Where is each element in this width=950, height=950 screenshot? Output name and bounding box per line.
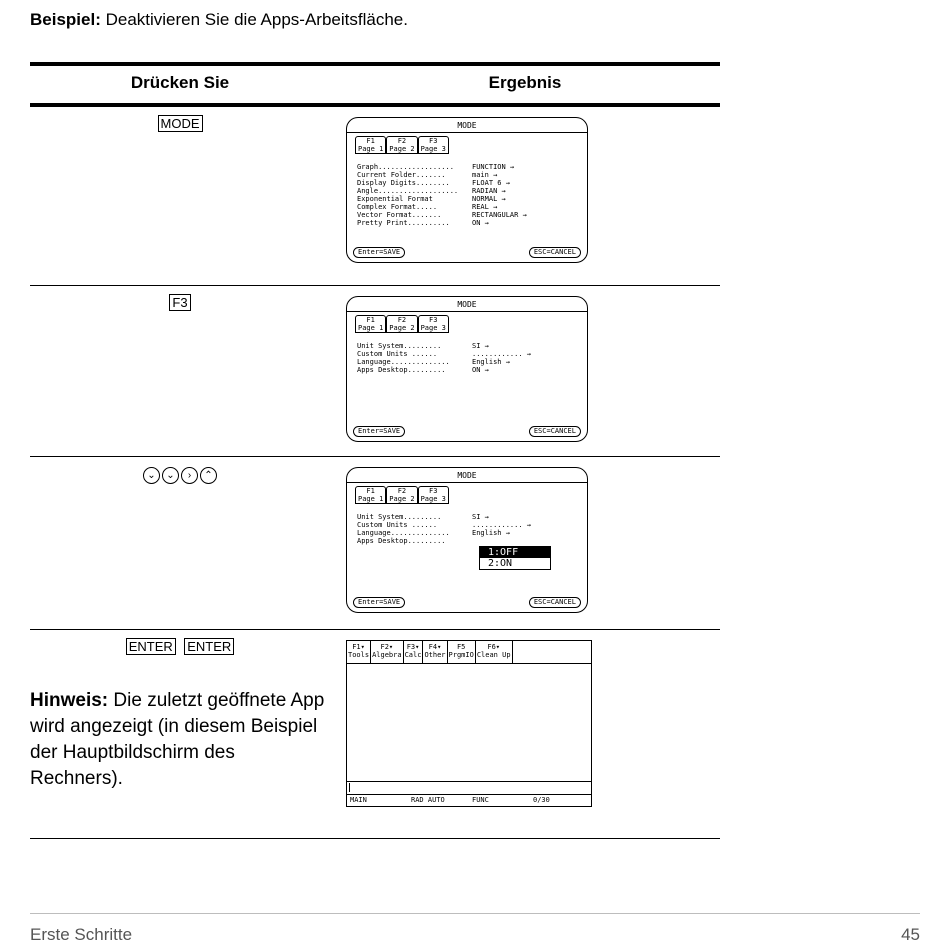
steps-table [30, 62, 720, 839]
option-off[interactable]: 1:OFF [480, 547, 550, 558]
table-row [30, 286, 720, 456]
setting-value[interactable]: FUNCTION → [472, 163, 515, 171]
header-press: Drücken Sie [130, 73, 230, 92]
arrow-down-icon: ⌄ [143, 467, 160, 484]
mode-setting-row[interactable] [357, 350, 531, 358]
setting-label: Language.............. [357, 358, 450, 366]
key-enter: ENTER [184, 638, 234, 655]
tab-page3: F3 Page 3 [418, 136, 449, 154]
toolbar-tab[interactable]: F2▾ Algebra [371, 641, 404, 663]
toolbar-tab[interactable]: F4▾ Other [423, 641, 447, 663]
setting-value[interactable]: FLOAT 6 → [472, 179, 510, 187]
key-f3: F3 [169, 294, 190, 311]
setting-label: Display Digits........ [357, 179, 450, 187]
toolbar-tab[interactable]: F1▾ Tools [347, 641, 371, 663]
toolbar-tab[interactable]: F6▾ Clean Up [476, 641, 513, 663]
setting-label: Complex Format..... [357, 203, 438, 211]
mode-setting-row[interactable] [357, 171, 527, 179]
setting-label: Custom Units ...... [357, 521, 438, 529]
mode-setting-row[interactable] [357, 203, 527, 211]
mode-setting-row[interactable] [357, 358, 531, 366]
status-item: MAIN [350, 796, 367, 804]
arrow-up-icon: ⌃ [200, 467, 217, 484]
mode-screen-page3: MODE F1 Page 1 F2 Page 2 F3 Page 3 Unit System......... SI → Custom Units ...... ............ → Language.............. English → Apps Desktop......... ON → Enter=SAVE ESC=CANCEL [346, 296, 588, 442]
mode-setting-row[interactable] [357, 195, 527, 203]
header-result: Ergebnis [488, 73, 562, 92]
arrow-right-icon: › [181, 467, 198, 484]
setting-value[interactable]: main → [472, 171, 498, 179]
setting-label: Pretty Print.......... [357, 219, 450, 227]
setting-label: Unit System......... [357, 342, 442, 350]
setting-value[interactable]: RECTANGULAR → [472, 211, 527, 219]
mode-setting-row[interactable] [357, 521, 531, 529]
status-item: RAD AUTO [411, 796, 445, 804]
mode-setting-row[interactable] [357, 342, 531, 350]
table-row [30, 107, 720, 285]
setting-label: Apps Desktop......... [357, 537, 446, 545]
option-on[interactable]: 2:ON [488, 558, 513, 569]
mode-setting-row[interactable] [357, 211, 527, 219]
mode-setting-row[interactable] [357, 366, 531, 374]
table-row [30, 457, 720, 629]
setting-label: Current Folder....... [357, 171, 446, 179]
mode-setting-row[interactable] [357, 179, 527, 187]
toolbar-tab[interactable]: F5 PrgmIO [448, 641, 476, 663]
setting-label: Apps Desktop......... [357, 366, 446, 374]
tab-page2: F2 Page 2 [386, 136, 417, 154]
intro-body: Deaktivieren Sie die Apps-Arbeitsfläche. [100, 10, 408, 29]
mode-setting-row[interactable] [357, 513, 531, 521]
apps-desktop-menu[interactable] [479, 546, 551, 570]
key-mode: MODE [158, 115, 203, 132]
intro-label: Beispiel: [30, 10, 101, 29]
setting-value[interactable]: SI → [472, 513, 489, 521]
setting-label: Unit System......... [357, 513, 442, 521]
status-item: FUNC [472, 796, 489, 804]
setting-label: Exponential Format [357, 195, 433, 203]
footer-section: Erste Schritte [30, 925, 133, 944]
mode-screen-page1: MODE F1 Page 1 F2 Page 2 F3 Page 3 Graph.................. FUNCTION → Current Folder....... main → Display Digits........ FLOAT 6 → Angle................... RADIAN → Exponential Format NORMAL → Complex Format..... REAL → Vector Format....... RECTANGULAR → Pretty Print.......... ON → Enter=SAVE ESC=CANCEL [346, 117, 588, 263]
setting-value[interactable]: ............ → [472, 521, 532, 529]
setting-value[interactable]: RADIAN → [472, 187, 506, 195]
setting-value[interactable]: REAL → [472, 203, 498, 211]
setting-value[interactable]: ON → [472, 219, 489, 227]
entry-line [347, 781, 591, 794]
arrow-keys [30, 465, 330, 484]
table-row [30, 630, 720, 838]
setting-value[interactable]: NORMAL → [472, 195, 506, 203]
setting-value[interactable]: SI → [472, 342, 489, 350]
setting-value[interactable]: English → [472, 529, 510, 537]
page-number: 45 [901, 925, 920, 944]
mode-setting-row[interactable] [357, 163, 527, 171]
mode-screen-popup: MODE F1 Page 1 F2 Page 2 F3 Page 3 Unit System......... SI → Custom Units ...... ............ → Language.............. English → Apps Desktop......... 1:OFF 2:ON Enter=SAVE ESC=CANCEL [346, 467, 588, 613]
mode-setting-row[interactable] [357, 537, 531, 545]
mode-setting-row[interactable] [357, 529, 531, 537]
setting-value[interactable]: English → [472, 358, 510, 366]
key-enter: ENTER [126, 638, 176, 655]
home-screen [346, 640, 592, 807]
mode-setting-row[interactable] [357, 219, 527, 227]
note-text: Hinweis: Die zuletzt geöffnete App wird angezeigt (in diesem Beispiel der Hauptbildschirm des Rechners). [30, 690, 325, 789]
tab-page1: F1 Page 1 [355, 136, 386, 154]
setting-label: Graph.................. [357, 163, 454, 171]
setting-label: Language.............. [357, 529, 450, 537]
mode-setting-row[interactable] [357, 187, 527, 195]
setting-value[interactable]: ON → [472, 366, 489, 374]
setting-label: Angle................... [357, 187, 459, 195]
status-item: 0/30 [533, 796, 550, 804]
setting-label: Vector Format....... [357, 211, 442, 219]
toolbar-tab[interactable]: F3▾ Calc [404, 641, 424, 663]
arrow-down-icon: ⌄ [162, 467, 179, 484]
intro-text [30, 10, 408, 30]
setting-value[interactable]: ............ → [472, 350, 532, 358]
setting-label: Custom Units ...... [357, 350, 438, 358]
